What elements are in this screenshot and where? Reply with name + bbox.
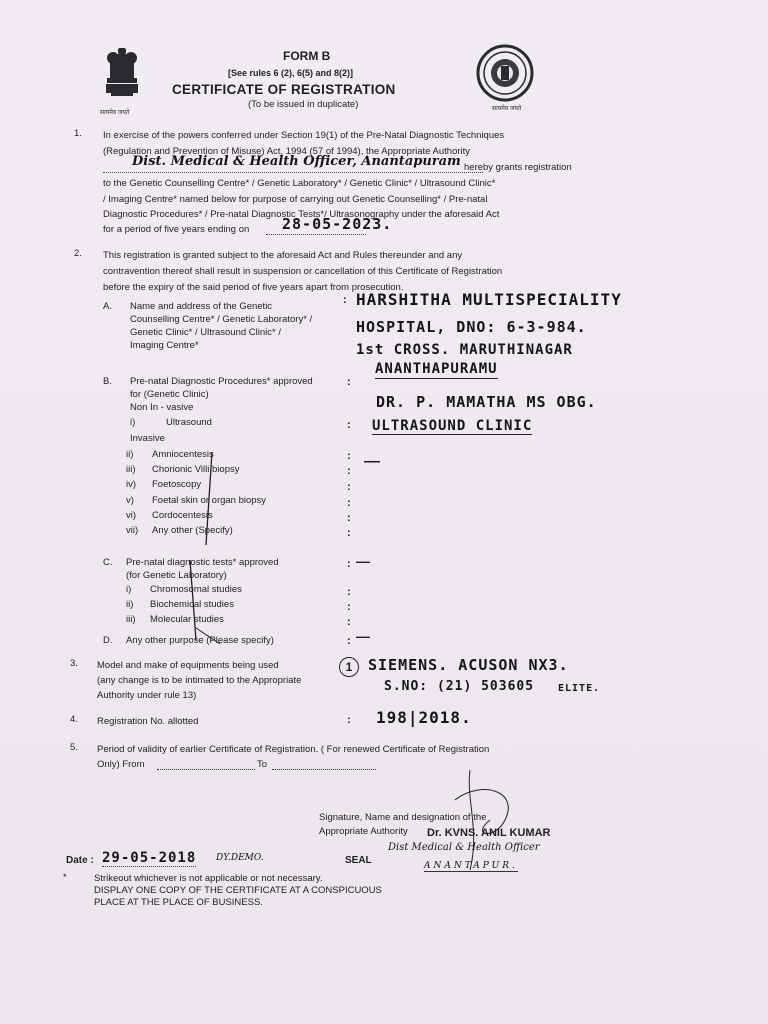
equipment-serial-handwritten: S.NO: (21) 503605 (384, 679, 535, 694)
item-b-iv-label: Foetoscopy (152, 479, 202, 490)
item-b-vii-number: vii) (126, 525, 139, 536)
item-c-ii-label: Biochemical studies (150, 599, 234, 610)
item-c-line-1: Pre-natal diagnostic tests* approved (126, 557, 279, 568)
item-d-letter: D. (103, 635, 113, 646)
item-c-i-colon: : (347, 586, 351, 598)
item-b-ii-number: ii) (126, 449, 134, 460)
item-d-strike-dash: — (356, 628, 370, 644)
section-3-line-2: (any change is to be intimated to the Appropriate (97, 675, 302, 686)
section-2-line-2: contravention thereof shall result in suspension or cancellation of this Certificate of Registration (103, 266, 503, 277)
section-3-line-1: Model and make of equipments being used (97, 660, 279, 671)
page-title: CERTIFICATE OF REGISTRATION (172, 82, 396, 97)
item-b-ultrasound: Ultrasound (166, 417, 212, 428)
item-c-i-number: i) (126, 584, 132, 595)
item-b-v-label: Foetal skin or organ biopsy (152, 495, 267, 506)
section-4-number: 4. (70, 714, 78, 725)
item-b-i-colon: : (347, 419, 351, 431)
equipment-number-circle: 1 (339, 657, 359, 677)
section-1-line-6: Diagnostic Procedures* / Pre-natal Diagnostic Tests*/ Ultrasonography under the aforesaid Act (103, 209, 500, 220)
item-a-line-1: Name and address of the Genetic (130, 301, 273, 312)
item-b-i-number: i) (130, 417, 136, 428)
section-1-number: 1. (74, 128, 82, 139)
item-b-colon: : (347, 376, 351, 388)
footnote-display-line-2: PLACE AT THE PLACE OF BUSINESS. (94, 897, 263, 908)
clinic-name-handwritten: HARSHITHA MULTISPECIALITY (356, 290, 622, 309)
officer-name-stamp: Dr. KVNS. ANIL KUMAR (427, 827, 551, 839)
section-5-to-label: To (257, 759, 268, 770)
item-b-letter: B. (103, 376, 112, 387)
to-dotted-field (272, 757, 376, 770)
item-b-ii-label: Amniocentesis (152, 449, 214, 460)
item-b-v-number: v) (126, 495, 134, 506)
item-b-v-colon: : (347, 497, 351, 509)
signature-label-line-2: Appropriate Authority (319, 826, 408, 837)
form-label: FORM B (283, 49, 331, 63)
item-c-ii-colon: : (347, 601, 351, 613)
item-a-line-2: Counselling Centre* / Genetic Laboratory* / (130, 314, 313, 325)
item-b-vi-label: Cordocentesis (152, 510, 213, 521)
registration-number-handwritten: 198|2018. (376, 708, 472, 727)
date-handwritten: 29-05-2018 (102, 850, 197, 866)
section-2-line-1: This registration is granted subject to the aforesaid Act and Rules thereunder and any (103, 250, 463, 261)
item-d-colon: : (347, 635, 351, 647)
state-logo-caption: सत्यमेव जयते (492, 106, 522, 112)
initials-handwritten: DY.DEMO. (216, 853, 264, 863)
item-b-line-2: for (Genetic Clinic) (130, 389, 209, 400)
item-b-strike-dash: — (364, 453, 380, 470)
section-5-line-1: Period of validity of earlier Certificate of Registration. ( For renewed Certificate of Registration (97, 744, 490, 755)
item-c-iii-label: Molecular studies (150, 614, 224, 625)
item-b-vi-number: vi) (126, 510, 137, 521)
item-b-iv-number: iv) (126, 479, 137, 490)
item-c-line-2: (for Genetic Laboratory) (126, 570, 227, 581)
item-c-strike-dash: — (356, 553, 370, 569)
section-2-line-3: before the expiry of the said period of five years apart from prosecution. (103, 282, 404, 293)
footnote-strikeout: Strikeout whichever is not applicable or not necessary. (94, 873, 323, 884)
item-a-line-4: Imaging Centre* (130, 340, 199, 351)
section-5-from-label: Only) From (97, 759, 145, 770)
item-c-letter: C. (103, 557, 113, 568)
section-1-line-2: (Regulation and Prevention of Misuse) Act, 1994 (57 of 1994), the Appropriate Authority (103, 146, 471, 157)
item-b-vi-colon: : (347, 512, 351, 524)
section-4-label: Registration No. allotted (97, 716, 199, 727)
clinic-address-line-3: ANANTHAPURAMU (375, 361, 498, 377)
doctor-name-handwritten: DR. P. MAMATHA MS OBG. (376, 393, 597, 411)
item-b-iv-colon: : (347, 481, 351, 493)
section-1-line-3-end: hereby grants registration (464, 162, 572, 173)
item-b-vii-label: Any other (Specify) (152, 525, 233, 536)
item-b-vii-colon: : (347, 527, 351, 539)
item-d-label: Any other purpose (Please specify) (126, 635, 274, 646)
item-b-iii-colon: : (347, 465, 351, 477)
clinic-address-line-1: HOSPITAL, DNO: 6-3-984. (356, 318, 587, 336)
item-c-colon: : (347, 558, 351, 570)
section-4-colon: : (347, 714, 351, 726)
item-c-iii-colon: : (347, 616, 351, 628)
item-c-iii-number: iii) (126, 614, 136, 625)
date-label: Date : (66, 855, 94, 866)
item-b-ii-colon: : (347, 450, 351, 462)
emblem-caption: सत्यमेव जयते (100, 110, 130, 116)
section-3-line-3: Authority under rule 13) (97, 690, 197, 701)
footnote-asterisk: * (63, 872, 67, 883)
item-b-invasive: Invasive (130, 433, 165, 444)
item-b-line-1: Pre-natal Diagnostic Procedures* approved (130, 376, 313, 387)
rules-reference: [See rules 6 (2), 6(5) and 8(2)] (228, 68, 354, 78)
item-a-colon: : (343, 294, 347, 306)
from-dotted-field (157, 757, 255, 770)
item-b-iii-label: Chorionic Villi biopsy (152, 464, 240, 475)
seal-label: SEAL (345, 855, 372, 866)
footnote-display-line-1: DISPLAY ONE COPY OF THE CERTIFICATE AT A CONSPICUOUS (94, 885, 382, 896)
section-5-number: 5. (70, 742, 78, 753)
end-date-handwritten: 28-05-2023. (282, 215, 393, 233)
item-a-line-3: Genetic Clinic* / Ultrasound Clinic* / (130, 327, 282, 338)
officer-place-stamp: ANANTAPUR. (424, 861, 518, 871)
section-2-number: 2. (74, 248, 82, 259)
item-a-letter: A. (103, 301, 112, 312)
item-b-line-3: Non In - vasive (130, 402, 194, 413)
section-1-line-7: for a period of five years ending on (103, 224, 250, 235)
section-1-line-5: / Imaging Centre* named below for purpose of carrying out Genetic Counselling* / Pre-natal (103, 194, 488, 205)
strike-line-b (206, 452, 212, 545)
clinic-address-line-2: 1st CROSS. MARUTHINAGAR (356, 342, 573, 358)
equipment-model-handwritten: SIEMENS. ACUSON NX3. (368, 656, 569, 674)
section-1-line-1: In exercise of the powers conferred under Section 19(1) of the Pre-Natal Diagnostic Techniques (103, 130, 505, 141)
equipment-edition-handwritten: ELITE. (558, 683, 601, 694)
section-1-line-4: to the Genetic Counselling Centre* / Genetic Laboratory* / Genetic Clinic* / Ultrasound Clinic* (103, 178, 496, 189)
signature-label-line-1: Signature, Name and designation of the (319, 812, 487, 823)
item-c-i-label: Chromosomal studies (150, 584, 242, 595)
clinic-type-handwritten: ULTRASOUND CLINIC (372, 418, 533, 434)
section-3-number: 3. (70, 658, 78, 669)
officer-title-stamp: Dist Medical & Health Officer (388, 842, 540, 853)
item-b-iii-number: iii) (126, 464, 136, 475)
page-subtitle: (To be issued in duplicate) (248, 99, 359, 110)
item-c-ii-number: ii) (126, 599, 134, 610)
authority-handwritten: Dist. Medical & Health Officer, Anantapuram (132, 154, 461, 169)
